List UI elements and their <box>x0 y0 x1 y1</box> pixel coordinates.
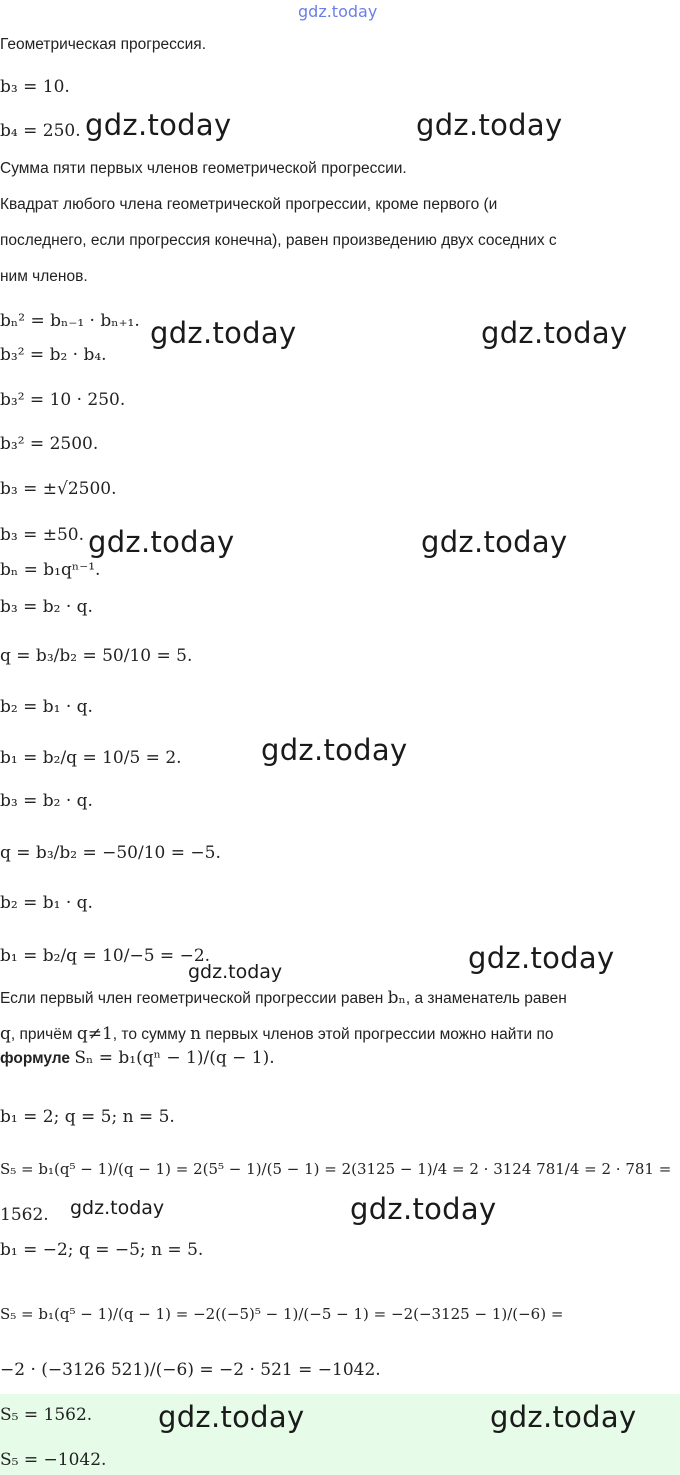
answer-line: S₅ = −1042. <box>0 1450 107 1470</box>
text-line: ним членов. <box>0 268 88 285</box>
math-line: b₃ = ±√2500. <box>0 479 117 499</box>
rule-symbol: q≠1 <box>76 1024 113 1044</box>
watermark: gdz.today <box>188 961 283 983</box>
answer-line: S₅ = 1562. <box>0 1405 93 1425</box>
math-line: b₂ = b₁ · q. <box>0 893 93 913</box>
text-line: Геометрическая прогрессия. <box>0 36 207 53</box>
watermark: gdz.today <box>158 1400 305 1434</box>
watermark: gdz.today <box>150 316 297 350</box>
math-line: b₁ = −2; q = −5; n = 5. <box>0 1240 204 1260</box>
rule-symbol: n <box>190 1024 202 1044</box>
math-line: 1562. <box>0 1205 49 1225</box>
watermark: gdz.today <box>416 108 563 142</box>
rule-text: , то сумму <box>112 1026 191 1043</box>
rule-symbol: q <box>0 1024 11 1044</box>
math-line: bₙ = b₁qⁿ⁻¹. <box>0 560 101 580</box>
math-line: b₃² = 10 · 250. <box>0 390 126 410</box>
text-line: Сумма пяти первых членов геометрической прогрессии. <box>0 160 407 177</box>
math-line: b₁ = 2; q = 5; n = 5. <box>0 1107 175 1127</box>
watermark: gdz.today <box>481 316 628 350</box>
watermark: gdz.today <box>490 1400 637 1434</box>
math-line: −2 · (−3126 521)/(−6) = −2 · 521 = −1042. <box>0 1360 381 1380</box>
watermark: gdz.today <box>85 108 232 142</box>
watermark: gdz.today <box>261 733 408 767</box>
rule-text: Если первый член геометрической прогрессии равен <box>0 990 388 1007</box>
watermark: gdz.today <box>468 941 615 975</box>
math-line: S₅ = b₁(q⁵ − 1)/(q − 1) = 2(5⁵ − 1)/(5 − 1) = 2(3125 − 1)/4 = 2 · 3124 781/4 = 2 · 781 = <box>0 1160 672 1178</box>
math-line: b₃² = 2500. <box>0 434 99 454</box>
math-line: b₁ = b₂/q = 10/−5 = −2. <box>0 946 211 966</box>
math-line: S₅ = b₁(q⁵ − 1)/(q − 1) = −2((−5)⁵ − 1)/(−5 − 1) = −2(−3125 − 1)/(−6) = <box>0 1305 564 1323</box>
rule-symbol: bₙ <box>387 988 406 1008</box>
math-line: q = b₃/b₂ = 50/10 = 5. <box>0 646 193 666</box>
math-line: b₃ = b₂ · q. <box>0 597 93 617</box>
math-line: b₃ = b₂ · q. <box>0 791 93 811</box>
rule-text: первых членов этой прогрессии можно найти по <box>201 1026 554 1043</box>
text-line: последнего, если прогрессия конечна), равен произведению двух соседних с <box>0 232 557 249</box>
rule-text: , причём <box>10 1026 77 1043</box>
watermark-top: gdz.today <box>298 2 378 21</box>
rule-label: формуле <box>0 1050 71 1067</box>
math-line: b₃ = 10. <box>0 77 70 97</box>
watermark: gdz.today <box>350 1192 497 1226</box>
math-line: bₙ² = bₙ₋₁ · bₙ₊₁. <box>0 311 140 331</box>
watermark: gdz.today <box>88 525 235 559</box>
sum-formula: Sₙ = b₁(qⁿ − 1)/(q − 1). <box>74 1048 275 1068</box>
text-line: Квадрат любого члена геометрической прогрессии, кроме первого (и <box>0 196 498 213</box>
math-line: b₃² = b₂ · b₄. <box>0 345 107 365</box>
math-line: b₁ = b₂/q = 10/5 = 2. <box>0 748 182 768</box>
math-line: q = b₃/b₂ = −50/10 = −5. <box>0 843 221 863</box>
rule-line <box>0 1048 275 1068</box>
math-line: b₄ = 250. <box>0 121 81 141</box>
math-line: b₃ = ±50. <box>0 525 85 545</box>
watermark: gdz.today <box>70 1197 165 1219</box>
math-line: b₂ = b₁ · q. <box>0 697 93 717</box>
rule-line <box>0 988 567 1008</box>
watermark: gdz.today <box>421 525 568 559</box>
rule-line <box>0 1024 554 1044</box>
rule-text: , а знаменатель равен <box>405 990 567 1007</box>
